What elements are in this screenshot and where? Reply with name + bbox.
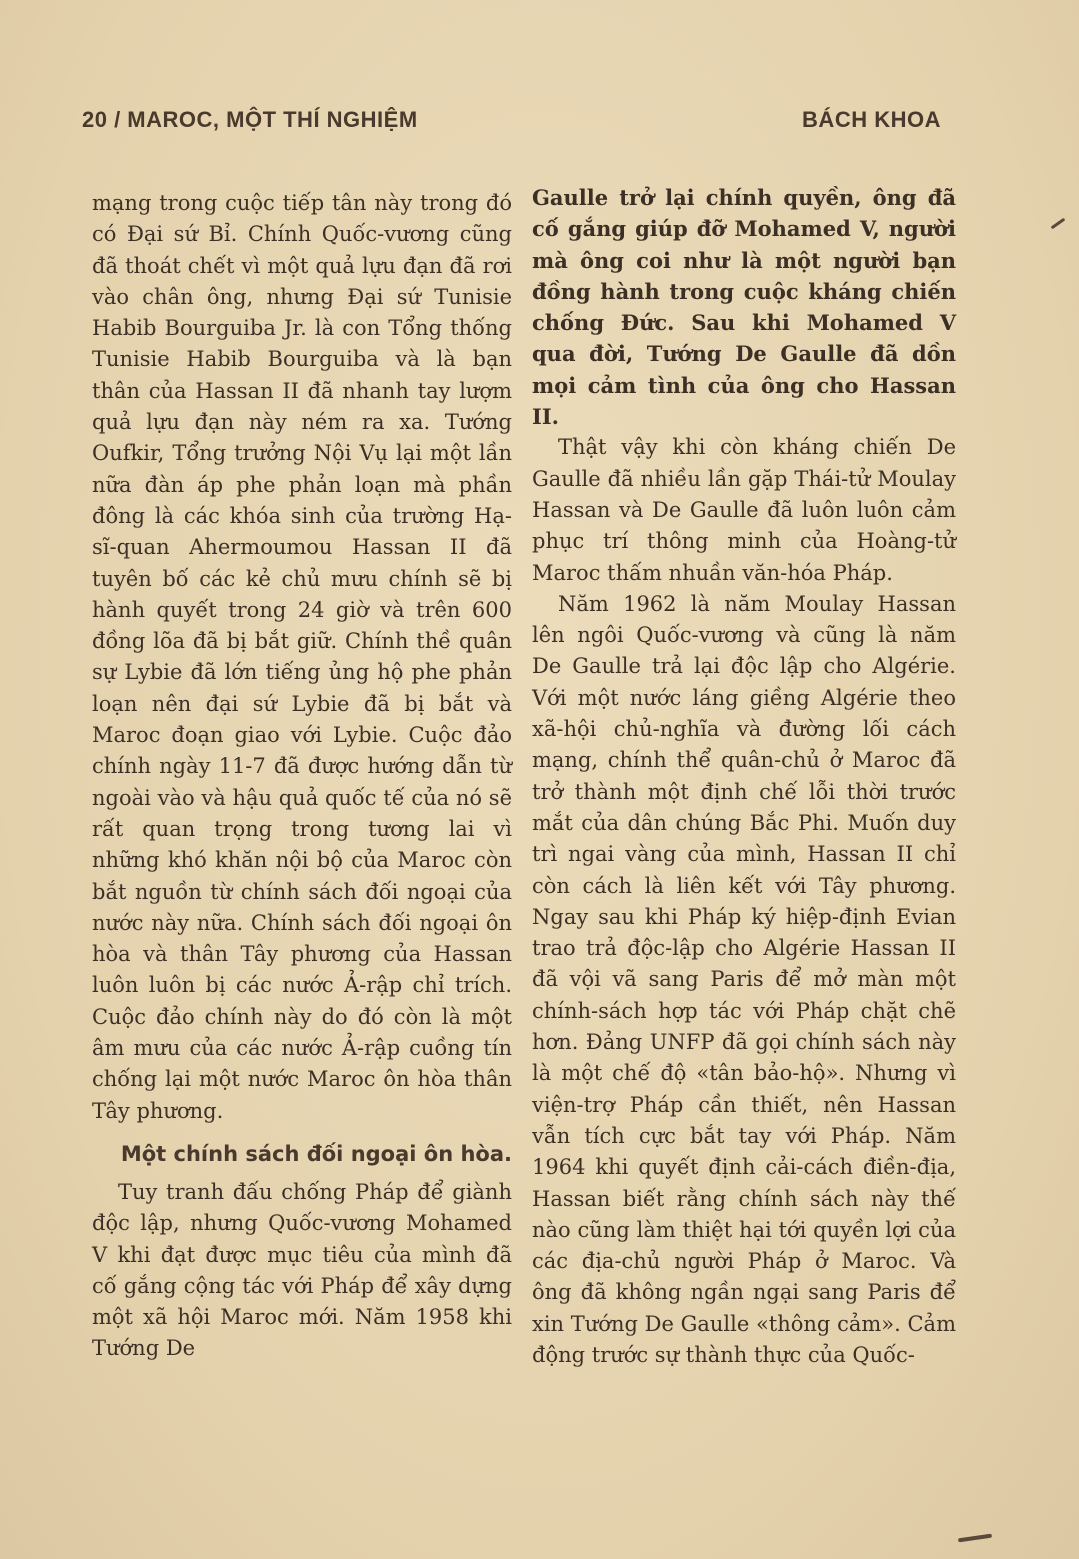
right-paragraph-2: Thật vậy khi còn kháng chiến De Gaulle đã nhiều lần gặp Thái-tử Moulay Hassan và De Gaulle đã luôn luôn cảm phục trí thông minh của Hoàng-tử Maroc thấm nhuần văn-hóa Pháp. [532,435,956,585]
right-paragraph-1: Gaulle trở lại chính quyền, ông đã cố gắng giúp đỡ Mohamed V, người mà ông coi như là một người bạn đồng hành trong cuộc kháng chiến chống Đức. Sau khi Mohamed V qua đời, Tướng De Gaulle đã dồn mọi cảm tình của ông cho Hassan II. [532,185,956,430]
section-heading: Một chính sách đối ngoại ôn hòa. [120,1141,512,1166]
left-paragraph-1: mạng trong cuộc tiếp tân này trong đó có Đại sứ Bỉ. Chính Quốc-vương cũng đã thoát chết vì một quả lựu đạn đã rơi vào chân ông, nhưng Đại sứ Tunisie Habib Bourguiba Jr. là con Tổng thống Tunisie Habib Bourguiba và là bạn thân của Hassan II đã nhanh tay lượm quả lựu đạn này ném ra xa. Tướng Oufkir, Tổng trưởng Nội Vụ lại một lần nữa đàn áp phe phản loạn mà phần đông là các khóa sinh của trường Hạ-sĩ-quan Ahermoumou Hassan II đã tuyên bố các kẻ chủ mưu chính sẽ bị hành quyết trong 24 giờ và trên 600 đồng lõa đã bị bắt giữ. Chính thề quân sự Lybie đã lớn tiếng ủng hộ phe phản loạn nên đại sứ Lybie đã bị bắt và Maroc đoạn giao với Lybie. Cuộc đảo chính ngày 11-7 đã được hướng dẫn từ ngoài vào và hậu quả quốc tế của nó sẽ rất quan trọng trong tương lai vì những khó khăn nội bộ của Maroc còn bắt nguồn từ chính sách đối ngoại của nước này nữa. Chính sách đối ngoại ôn hòa và thân Tây phương của Hassan luôn luôn bị các nước Ả-rập chỉ trích. Cuộc đảo chính này do đó còn là một âm mưu của các nước Ả-rập cuồng tín chống lại một nước Maroc ôn hòa thân Tây phương. [92,191,512,1123]
ink-mark-top-right [1051,218,1066,230]
right-paragraph-3: Năm 1962 là năm Moulay Hassan lên ngôi Quốc-vương và cũng là năm De Gaulle trả lại độc lập cho Algérie. Với một nước láng giềng Algérie theo xã-hội chủ-nghĩa và đường lối cách mạng, chính thể quân-chủ ở Maroc đã trở thành một định chế lỗi thời trước mắt của dân chúng Bắc Phi. Muốn duy trì ngai vàng của mình, Hassan II chỉ còn cách là liên kết với Tây phương. Ngay sau khi Pháp ký hiệp-định Evian trao trả độc-lập cho Algérie Hassan II đã vội vã sang Paris để mở màn một chính-sách hợp tác với Pháp chặt chẽ hơn. Đảng UNFP đã gọi chính sách này là một chế độ «tân bảo-hộ». Nhưng vì viện-trợ Pháp cần thiết, nên Hassan vẫn tích cực bắt tay với Pháp. Năm 1964 khi quyết định cải-cách điền-địa, Hassan biết rằng chính sách này thế nào cũng làm thiệt hại tới quyền lợi của các địa-chủ người Pháp ở Maroc. Và ông đã không ngần ngại sang Paris để xin Tướng De Gaulle «thông cảm». Cảm động trước sự thành thực của Quốc- [532,591,956,1367]
header-page-title: 20 / MAROC, MỘT THÍ NGHIỆM [82,107,418,132]
ink-mark-bottom-right [958,1534,992,1543]
left-paragraph-2: Tuy tranh đấu chống Pháp để giành độc lập, nhưng Quốc-vương Mohamed V khi đạt được mục tiêu của mình đã cố gắng cộng tác với Pháp để xây dựng một xã hội Maroc mới. Năm 1958 khi Tướng De [92,1179,512,1361]
right-column [532,182,956,1371]
left-column [92,188,512,1365]
header-magazine-name: BÁCH KHOA [802,107,941,132]
running-header [82,100,941,140]
